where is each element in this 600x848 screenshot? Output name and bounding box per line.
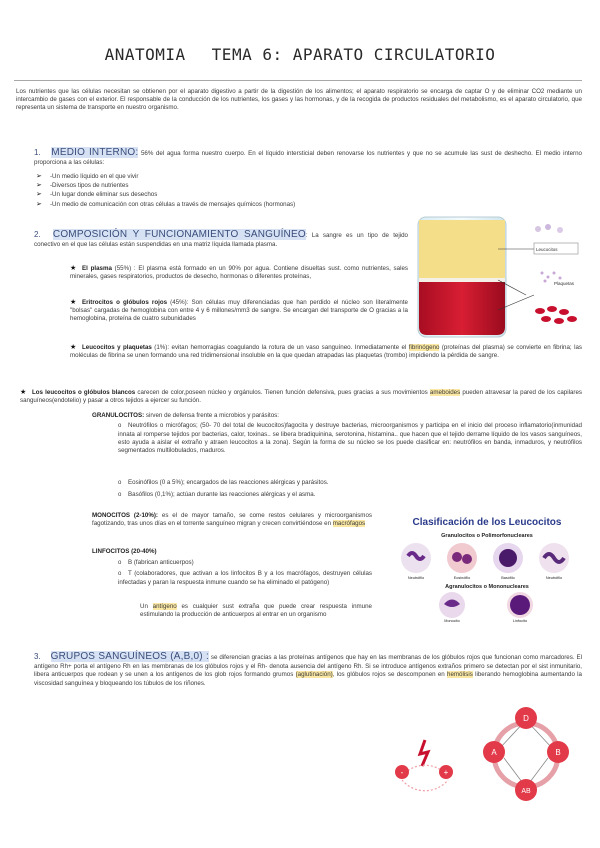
star-bullet-icon: ★ [70,344,77,351]
arrow-bullet-icon: ➢ [36,191,42,199]
section-text: 56% del agua forma nuestro cuerpo. En el líquido intersticial deben renovarse los nutrientes y que no se acumule las sust de deshecho. El medio interno proporciona a las células: [34,150,583,167]
figure-subtitle-granulocitos: Granulocitos o Polimorfonucleares [441,533,533,539]
section-number: 3. [34,652,41,661]
cell-label: Monocito [444,619,460,623]
section-number: 1. [34,148,41,157]
monocitos-item: MONOCITOS (2-10%): es el de mayor tamaño, se come restos celulares y microorganismos fagotizando, tras unos días en el torrente sanguíneo migran y crecen convirtiéndose en macrófagos [92,512,372,528]
leukocyte-classification-figure [392,512,582,624]
svg-text:B: B [555,748,561,757]
granulocyte-cells [401,543,569,573]
intro-paragraph: Los nutrientes que las células necesitan se obtienen por el aparato digestivo a partir de la digestión de los alimentos; el aparato respiratorio se encarga de captar O y de eliminar CO2 mediante un intercambio de gases con el exterior. El responsable de la conducción de los nutrientes, los gases y las hormonas, y de la recogida de productos residuales del metabolismo, es el aparato circulatorio, que representa un sistema de transporte en nuestro organismo. [16,88,582,112]
svg-text:AB: AB [521,788,531,795]
plasma-layer [419,220,505,278]
arrow-bullet-icon: ➢ [36,182,42,190]
medio-interno-list [36,172,576,209]
section-medio-interno [34,146,582,167]
neutrofilos-item: o Neutrófilos o micrófagos; (50- 70 del total de leucocitos)fagocita y destruye bacterias, microorganismos y participa en el inicio del proceso inflamatorio(inmunidad innata al romperse tejidos por bacterias, calor, toxinas.. se libera bradiquinina, serotonina, histamina.. que hacen que el tejido derrame líquido de los vasos sanguíneos, esto ayuda a aislar el extraño y atraen leucocitos a la zona). Según la forma de su núcleo se los puede clasificar en: neutrófilos en banda, inmaduros, y neutrófilos segmentados multilobulados, maduros. [118,422,582,455]
star-bullet-icon: ★ [70,299,77,306]
granulocitos-heading: GRANULOCITOS: sirven de defensa frente a microbios y parásitos: [92,412,279,419]
erythrocyte-layer [419,282,505,335]
eritrocitos-item: ★ Eritrocitos o glóbulos rojos (45%): Son células muy diferenciadas que han perdido el núcleo son literalmente "bolsas" cargadas de hemoglobina con entre 4 y 6 millones/mm3 de sangre. Se encargan del transporte de O gracias a la hemoglobina, proteína de cuatro subunidades [70,299,408,323]
basofilos-item: o Basófilos (0,1%); actúan durante las reacciones alérgicas y el asma. [118,491,316,498]
subject-title: ANATOMIA [104,45,186,64]
cell-label: Linfocito [512,619,528,623]
section-composicion [34,228,408,249]
agranulocyte-cells [439,592,533,618]
star-bullet-icon: ★ [20,389,27,396]
circle-bullet-icon: o [118,571,122,577]
list-item: ➢ -Un medio de comunicación con otras células a través de mensajes químicos (hormonas) [36,200,296,208]
svg-text:A: A [491,748,497,757]
abo-blood-group-diagram [474,700,578,808]
cell-label: Neutrófilo [545,576,563,580]
circle-bullet-icon: o [118,480,122,486]
circle-bullet-icon: o [118,560,122,566]
arrow-bullet-icon: ➢ [36,173,42,180]
tube-label-leucocitos: Leucocitos [536,247,558,252]
antigeno-paragraph: Un antígeno es cualquier sust extraña que puede crear respuesta inmune estimulando la producción de anticuerpos al entrar en un organismo [140,603,372,619]
leucocitos-plaquetas-item: ★ Leucocitos y plaquetas (1%): evitan hemorragias coagulando la rotura de un vaso sanguíneo. Inmediatamente el fibrinógeno (proteínas del plasma) se convierte en fibrina; las moléculas de fibrina se unen formando una red tridimensional insoluble en la que quedan atrapadas las plaquetas (trombo) impidiendo la pérdida de sangre. [70,344,582,360]
circle-bullet-icon: o [118,492,122,498]
linfocitos-b-item: o B (fabrican anticuerpos) [118,559,194,566]
header-divider [14,80,582,81]
leucocitos-paragraph: ★ Los leucocitos o glóbulos blancos carecen de color,poseen núcleo y orgánulos. Tienen función defensiva, pues gracias a sus movimientos ameboides pueden atravesar la pared de los capilares sanguíneos(endotelio) y pasar a otros tejidos a ejercer su función. [20,389,583,405]
section-number: 2. [34,230,41,239]
figure-title: Clasificación de los Leucocitos [412,517,562,528]
linfocitos-t-item: o T (colaboradores, que activan a los linfocitos B y a los macrófagos, destruyen células infectadas y paran la respuesta inmune cuando se ha eliminado el patógeno) [118,570,372,586]
section-heading: GRUPOS SANGUÍNEOS (A,B,0) : [50,651,209,662]
page-title [0,44,600,65]
svg-text:D: D [523,714,529,723]
cell-label: Neutrófilo [407,576,425,580]
list-item: ➢ -Un medio líquido en el que vivir [36,173,139,180]
cell-label: Eosinófilo [453,576,471,580]
section-heading: COMPOSICIÓN Y FUNCIONAMIENTO SANGUÍNEO [52,229,306,240]
tube-label-plaquetas: Plaquetas [554,281,575,286]
blood-composition-figure [414,215,584,343]
rh-factor-diagram [380,736,470,800]
svg-text:-: - [400,768,404,777]
circle-bullet-icon: o [118,423,122,429]
section-text: : La sangre es un tipo de tejido conectivo en el que las células están suspendidas en una matriz líquida llamada plasma. [34,232,408,249]
cell-label: Basófilo [501,576,515,580]
section-heading: MEDIO INTERNO: [51,147,139,158]
star-bullet-icon: ★ [70,265,77,272]
arrow-bullet-icon: ➢ [36,200,42,208]
list-item: ➢ -Diversos tipos de nutrientes [36,182,129,190]
eosinofilos-item: o Eosinófilos (0 a 5%); encargados de las reacciones alérgicas y parásitos. [118,479,329,486]
topic-title: TEMA 6: APARATO CIRCULATORIO [211,45,496,64]
section-grupos-sanguineos: 3. GRUPOS SANGUÍNEOS (A,B,0) : se diferencian gracias a las proteínas antígenos que hay en las membranas de los glóbulos rojos que funcionan como marcadores. El antígeno Rh+ porta el antígeno Rh en las membranas de los glóbulos rojos y el Rh- denota ausencia del antígeno Rh. Si se introduce antígenos extraños primero se detectan por el sist inmunitario, libera anticuerpos que rodean y se unen a los antígenos de los glob rojos formando grumos (aglutinación), los glóbulos rojos se descomponen en hemólisis liberando hemoglobina aumentando la viscosidad sanguínea y bloqueando los túbulos de los riñones. [34,651,582,687]
figure-subtitle-agranulocitos: Agranulocitos o Mononucleares [445,584,529,590]
list-item: ➢ -Un lugar donde eliminar sus desechos [36,191,158,199]
buffy-coat-layer [419,278,505,282]
plasma-item: ★ El plasma (55%) : El plasma está formado en un 90% por agua. Contiene disueltas sust. como nutrientes, sales minerales, gases respiratorios, productos de desecho, hormonas o diferentes proteínas, [70,265,408,281]
linfocitos-heading: LINFOCITOS (20-40%) [92,548,157,555]
svg-text:+: + [443,768,449,777]
